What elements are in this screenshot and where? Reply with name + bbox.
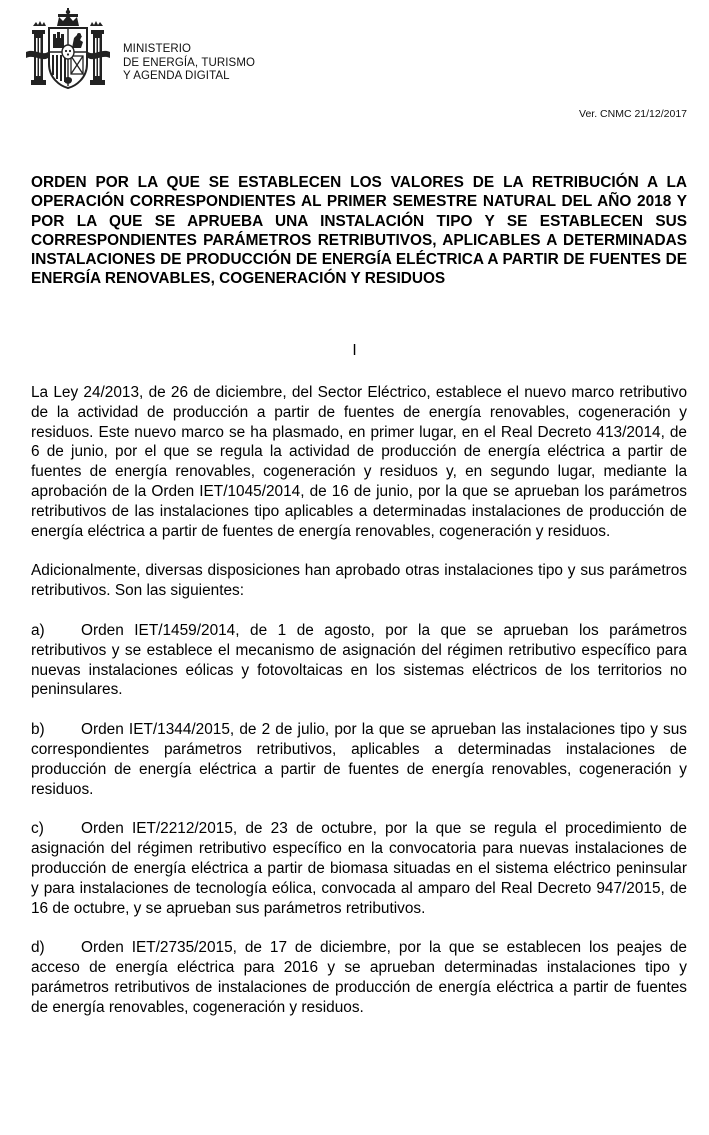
list-item-letter: d) xyxy=(31,939,45,957)
list-item xyxy=(31,819,687,918)
document-title: ORDEN POR LA QUE SE ESTABLECEN LOS VALORES DE LA RETRIBUCIÓN A LA OPERACIÓN CORRESPONDIENTES AL PRIMER SEMESTRE NATURAL DEL AÑO 2018 Y POR LA QUE SE APRUEBA UNA INSTALACIÓN TIPO Y SE ESTABLECEN SUS CORRESPONDIENTES PARÁMETROS RETRIBUTIVOS, APLICABLES A DETERMINADAS INSTALACIONES DE PRODUCCIÓN DE ENERGÍA ELÉCTRICA A PARTIR DE FUENTES DE ENERGÍA RENOVABLES, COGENERACIÓN Y RESIDUOS xyxy=(31,174,687,288)
paragraph: La Ley 24/2013, de 26 de diciembre, del Sector Eléctrico, establece el nuevo marco retributivo de la actividad de producción a partir de fuentes de energía renovables, cogeneración y residuos. Este nuevo marco se ha plasmado, en primer lugar, en el Real Decreto 413/2014, de 6 de junio, por el que se regula la actividad de producción de energía eléctrica a partir de fuentes de energía renovables, cogeneración y residuos y, en segundo lugar, mediante la aprobación de la Orden IET/1045/2014, de 16 de junio, por la que se aprueban los parámetros retributivos de las instalaciones tipo aplicables a determinadas instalaciones de producción de energía eléctrica a partir de fuentes de energía renovables, cogeneración y residuos. xyxy=(31,384,687,540)
list-item-text: Orden IET/2735/2015, de 17 de diciembre, por la que se establecen los peajes de acceso de energía eléctrica para 2016 y se aprueban determinadas instalaciones tipo y parámetros retributivos de instalaciones de producción de energía eléctrica a partir de fuentes de energía renovables, cogeneración y residuos. xyxy=(31,939,687,1016)
letterhead xyxy=(24,8,324,100)
paragraph: Adicionalmente, diversas disposiciones han aprobado otras instalaciones tipo y sus parámetros retributivos. Son las siguientes: xyxy=(31,562,687,600)
list-item-text: Orden IET/2212/2015, de 23 de octubre, por la que se regula el procedimiento de asignación del régimen retributivo específico en la convocatoria para nuevas instalaciones de producción de energía eléctrica a partir de biomasa situadas en el sistema eléctrico peninsular y para instalaciones de tecnología eólica, convocada al amparo del Real Decreto 947/2015, de 16 de octubre, y se aprueban sus parámetros retributivos. xyxy=(31,820,687,917)
list-item-letter: c) xyxy=(31,820,44,838)
ministry-line: MINISTERIO xyxy=(123,43,192,55)
list-item-text: Orden IET/1459/2014, de 1 de agosto, por la que se aprueban los parámetros retributivos y se establece el mecanismo de asignación del régimen retributivo específico para nuevas instalaciones eólicas y fotovoltaicas en los sistemas eléctricos de los territorios no peninsulares. xyxy=(31,621,687,699)
section-number: I xyxy=(352,342,357,359)
list-item-text: Orden IET/1344/2015, de 2 de julio, por la que se aprueban las instalaciones tipo y sus correspondientes parámetros retributivos, aplicables a determinadas instalaciones de producción de energía eléctrica a partir de fuentes de energía renovables, cogeneración y residuos. xyxy=(31,721,687,798)
ministry-line: Y AGENDA DIGITAL xyxy=(123,70,230,82)
list-item-letter: a) xyxy=(31,621,45,639)
version-label: Ver. CNMC 21/12/2017 xyxy=(579,108,687,120)
ministry-line: DE ENERGÍA, TURISMO xyxy=(123,56,256,69)
list-item xyxy=(31,720,687,799)
document-body xyxy=(31,383,687,1038)
list-item xyxy=(31,621,687,700)
list-item xyxy=(31,938,687,1017)
list-item-letter: b) xyxy=(31,721,45,739)
ministry-name xyxy=(123,43,255,84)
coat-of-arms-icon xyxy=(24,8,112,100)
